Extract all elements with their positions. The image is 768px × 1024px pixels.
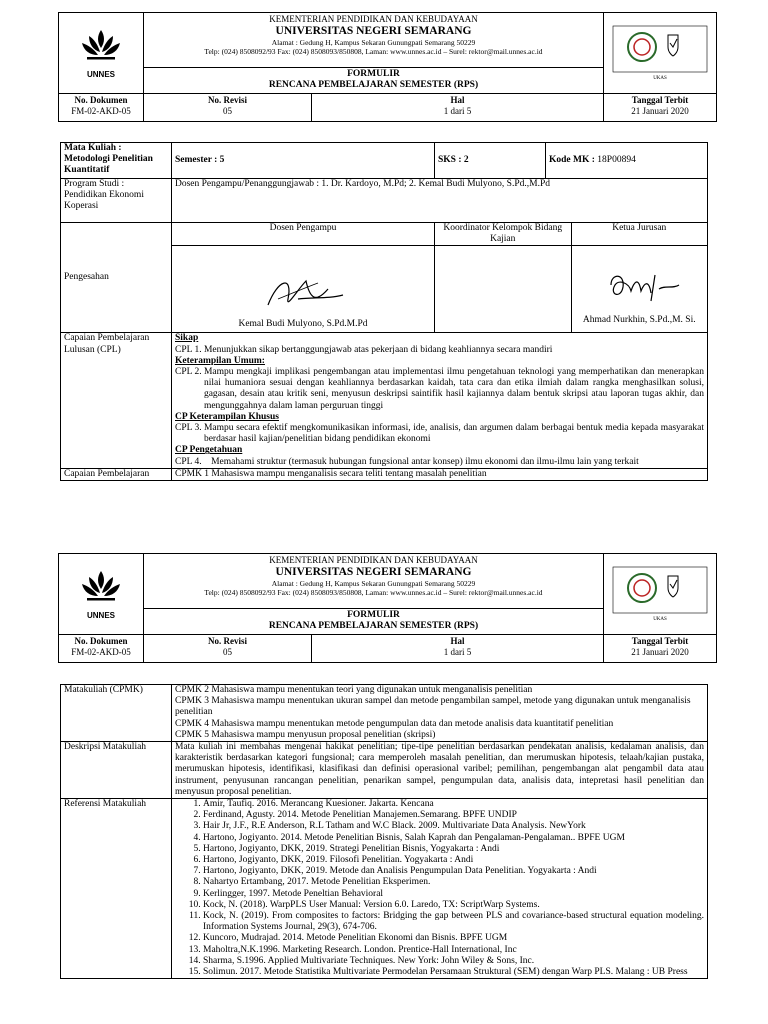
lecturer-signature-cell (172, 246, 435, 333)
cpmk-4: CPMK 4 Mahasiswa mampu menentukan metode pengumpulan data dan metode analisis data kuantitatif penelitian (175, 718, 614, 729)
cpl-umum-heading: Keterampilan Umum: (175, 355, 265, 366)
cpl-1-text: Menunjukkan sikap bertanggungjawab atas pekerjaan di bidang keahliannya secara mandiri (203, 344, 553, 355)
cpmk-list (172, 685, 708, 742)
reference-item: 13. Maholtra,N.K.1996. Marketing Research. London. Prentice-Hall International, Inc (203, 945, 704, 956)
description-label: Deskripsi Matakuliah (61, 742, 172, 799)
reference-item: 6. Hartono, Jogiyanto, DKK, 2019. Filosofi Penelitian. Yogyakarta : Andi (203, 855, 704, 866)
page-number: 1 dari 5 (443, 647, 472, 657)
semester-cell: Semester : 5 (172, 143, 435, 179)
approval-label: Pengesahan (61, 223, 172, 333)
cpl-3-text: Mampu secara efektif mengkomunikasikan informasi, ide, analisis, dan argumen dalam berbagai bentuk media kepada masyarakat berdasar hasil kajian/penelitian bidang pendidikan ekonomi (203, 423, 704, 445)
iso-certification-icon (612, 566, 708, 614)
coordinator-signature-cell (435, 246, 571, 332)
cpl-sikap-heading: Sikap (175, 333, 199, 344)
ministry-name: KEMENTERIAN PENDIDIKAN DAN KEBUDAYAAN (269, 14, 478, 24)
institution-block (144, 13, 604, 68)
revision-label: No. Revisi (208, 636, 247, 646)
unnes-logo-icon (79, 567, 123, 607)
address: Alamat : Gedung H, Kampus Sekaran Gunungpati Semarang 50229 (271, 38, 476, 47)
reference-item: 8. Nahartyo Ertambang, 2017. Metode Penelitian Eksperimen. (203, 877, 704, 888)
issue-date: 21 Januari 2020 (631, 647, 689, 657)
logo-text: UNNES (86, 611, 115, 620)
form-label: FORMULIR (347, 610, 400, 620)
certification-cell (604, 13, 717, 94)
rps-table-page-1 (60, 142, 708, 481)
cpmk-3: CPMK 3 Mahasiswa mampu menentukan ukuran sampel dan metode pengambilan sampel, metode yang digunakan untuk menganalisis penelitian (175, 696, 691, 718)
reference-item: 7. Hartono, Jogiyanto, DKK, 2019. Metode dan Analisis Pengumpulan Data Penelitian. Yogyakarta : Andi (203, 866, 704, 877)
page-label: Hal (450, 95, 465, 105)
head-signature-icon (589, 265, 689, 311)
reference-item: 11. Kock, N. (2019). From composites to factors: Bridging the gap between PLS and covariance-based structural equation modeling. Information Systems Journal, 29(3), 674-706. (203, 911, 704, 933)
contact: Telp: (024) 8508092/93 Fax: (024) 8508093/850808, Laman: www.unnes.ac.id – Surel: rektor@mail.unnes.ac.id (204, 588, 543, 597)
cpl-2 (175, 367, 704, 412)
cpl-4-label: CPL 4. (175, 456, 212, 467)
cpmk-continued-label: Matakuliah (CPMK) (61, 685, 172, 742)
address: Alamat : Gedung H, Kampus Sekaran Gunungpati Semarang 50229 (271, 579, 476, 588)
form-title-block (144, 609, 604, 635)
course-description: Mata kuliah ini membahas mengenai hakikat penelitian; tipe-tipe penelitian berdasarkan pendekatan analisis, kedalaman analisis, dan karakteristik berdasarkan kategori fungsional; cara memperoleh masalah penelitian, dan merumuskan hipotesis, telaah/kajian pustaka, merumuskan hipotesis, identifikasi, klasifikasi dan definisi operasional varibel; pemilihan, pengembangan alat pengambil data atau instrument, penyusunan rancangan penelitian, penarikan sampel, pengumpulan data, analisis data, intepretasi hasil penelitian dan menyusun proposal penelitian. (172, 742, 708, 799)
course-name-cell (61, 143, 172, 179)
doc-number-label: No. Dokumen (74, 636, 128, 646)
issue-date: 21 Januari 2020 (631, 106, 689, 116)
revision: 05 (223, 647, 232, 657)
approval-inner-signatures (435, 246, 707, 332)
head-signature-cell (571, 246, 707, 332)
document-header-1 (58, 12, 717, 122)
cpl-3 (175, 423, 704, 445)
reference-item: 5. Hartono, Jogiyanto, DKK, 2019. Strategi Penelitian Bisnis, Yogyakarta : Andi (203, 844, 704, 855)
cpl-pengetahuan-heading: CP Pengetahuan (175, 445, 243, 456)
date-label: Tanggal Terbit (631, 636, 689, 646)
reference-item: 9. Kerlingger, 1997. Metode Peneltian Behavioral (203, 889, 704, 900)
course-code: 18P00894 (597, 154, 636, 165)
reference-item: 3. Hair Jr, J.F., R.E Anderson, R.L Tatham and W.C Black. 2009. Multivariate Data Analysis. NewYork (203, 821, 704, 832)
cpl-label (61, 333, 172, 468)
date-cell (604, 635, 717, 663)
page-number: 1 dari 5 (443, 106, 472, 116)
logo-text: UNNES (86, 70, 115, 79)
doc-number-label: No. Dokumen (74, 95, 128, 105)
doc-number: FM-02-AKD-05 (71, 647, 131, 657)
doc-number: FM-02-AKD-05 (71, 106, 131, 116)
cpl-khusus-heading: CP Keterampilan Khusus (175, 411, 279, 422)
reference-item: 4. Hartono, Jogiyanto. 2014. Metode Penelitian Bisnis, Salah Kaprah dan Pengalaman-Pengalaman.. BPFE UGM (203, 833, 704, 844)
cpl-1-label: CPL 1. (175, 344, 204, 355)
reference-item: 2. Ferdinand, Agusty. 2014. Metode Penelitian Manajemen.Semarang. BPFE UNDIP (203, 810, 704, 821)
lecturer-name: Kemal Budi Mulyono, S.Pd.M.Pd (238, 319, 368, 330)
approval-signatures (435, 246, 708, 333)
form-title: RENCANA PEMBELAJARAN SEMESTER (RPS) (268, 621, 479, 631)
form-title: RENCANA PEMBELAJARAN SEMESTER (RPS) (268, 80, 479, 90)
revision-label: No. Revisi (208, 95, 247, 105)
reference-item: 15. Solimun. 2017. Metode Statistika Multivariate Permodelan Persamaan Struktural (SEM) dengan Warp PLS. Malang : UB Press (203, 967, 704, 978)
approval-split (435, 223, 708, 246)
cpl-label-text: Capaian Pembelajaran Lulusan (CPL) (64, 333, 150, 355)
unnes-logo-icon (79, 26, 123, 66)
page-label: Hal (450, 636, 465, 646)
cpl-1 (175, 345, 704, 356)
date-cell (604, 94, 717, 122)
cpl-2-text: Mampu mengkaji implikasi pengembangan atau implementasi ilmu pengetahuan teknologi yang memperhatikan dan menerapkan nilai humaniora sesuai dengan keahliannya berdasarkan kaidah, tata cara dan etika ilmiah dalam rangka menghasilkan solusi, gagasan, desain atau kritik seni, menyusun deskripsi saintifik hasil kajiannya dalam bentuk skripsi atau laporan tugas akhir, dan mengunggahnya dalam laman perguruan tinggi (203, 367, 704, 411)
rps-table-page-2 (60, 684, 708, 979)
lecturer-signature-icon (258, 269, 348, 315)
references-cell (172, 799, 708, 979)
approval-col-head: Ketua Jurusan (612, 223, 667, 233)
approval-col-lecturer: Dosen Pengampu (172, 223, 435, 246)
logo-cell (59, 13, 144, 94)
references-label: Referensi Matakuliah (61, 799, 172, 979)
sks-cell: SKS : 2 (435, 143, 546, 179)
course-code-cell (546, 143, 708, 179)
document-header-2 (58, 553, 717, 663)
head-name: Ahmad Nurkhin, S.Pd.,M. Si. (582, 315, 696, 326)
course-code-label: Kode MK : (549, 154, 595, 165)
reference-item: 10. Kock, N. (2018). WarpPLS User Manual: Version 6.0. Laredo, TX: ScriptWarp Systems. (203, 900, 704, 911)
cpl-4-text: Memahami struktur (termasuk hubungan fungsional antar konsep) ilmu ekonomi dan ilmu-ilmu lain yang terkait (211, 456, 639, 467)
form-label: FORMULIR (347, 69, 400, 79)
study-program-cell: Program Studi : Pendidikan Ekonomi Koperasi (61, 179, 172, 223)
certification-cell (604, 554, 717, 635)
revision: 05 (223, 106, 232, 116)
approval-inner-header (435, 223, 707, 245)
logo-cell (59, 554, 144, 635)
cpl-3-label: CPL 3. (175, 423, 204, 434)
iso-certification-icon (612, 25, 708, 73)
cert-label: UKAS (653, 75, 667, 81)
cpmk-1: CPMK 1 Mahasiswa mampu menganalisis secara teliti tentang masalah penelitian (172, 468, 708, 480)
reference-list (175, 799, 704, 978)
doc-number-cell (59, 94, 144, 122)
reference-item: 12. Kuncoro, Mudrajad. 2014. Metode Penelitian Ekonomi dan Bisnis. BPFE UGM (203, 933, 704, 944)
reference-item: 14. Sharma, S.1996. Applied Multivariate Techniques. New York: John Wiley & Sons, Inc. (203, 956, 704, 967)
cpl-content (172, 333, 708, 468)
doc-number-cell (59, 635, 144, 663)
course-name-label: Mata Kuliah : (64, 143, 122, 153)
page-cell (312, 94, 604, 122)
lecturer-cell: Dosen Pengampu/Penanggungjawab : 1. Dr. Kardoyo, M.Pd; 2. Kemal Budi Mulyono, S.Pd.,M.Pd (172, 179, 708, 223)
revision-cell (144, 94, 312, 122)
cpl-2-label: CPL 2. (175, 367, 204, 378)
date-label: Tanggal Terbit (631, 95, 689, 105)
ministry-name: KEMENTERIAN PENDIDIKAN DAN KEBUDAYAAN (269, 555, 478, 565)
institution-block (144, 554, 604, 609)
cpl-4 (175, 457, 704, 468)
approval-col-coordinator: Koordinator Kelompok Bidang Kajian (435, 223, 571, 245)
university-name: UNIVERSITAS NEGERI SEMARANG (275, 566, 472, 578)
university-name: UNIVERSITAS NEGERI SEMARANG (275, 25, 472, 37)
form-title-block (144, 68, 604, 94)
page-cell (312, 635, 604, 663)
cpmk-5: CPMK 5 Mahasiswa mampu menyusun proposal penelitian (skripsi) (175, 729, 436, 740)
cpmk-label: Capaian Pembelajaran (61, 468, 172, 480)
reference-item: 1. Amir, Taufiq. 2016. Merancang Kuesioner. Jakarta. Kencana (203, 799, 704, 810)
cert-label: UKAS (653, 616, 667, 622)
cpmk-2: CPMK 2 Mahasiswa mampu menentukan teori yang digunakan untuk menganalisis penelitian (175, 685, 533, 695)
course-name: Metodologi Penelitian Kuantitatif (64, 154, 153, 176)
revision-cell (144, 635, 312, 663)
contact: Telp: (024) 8508092/93 Fax: (024) 8508093/850808, Laman: www.unnes.ac.id – Surel: rektor@mail.unnes.ac.id (204, 47, 543, 56)
